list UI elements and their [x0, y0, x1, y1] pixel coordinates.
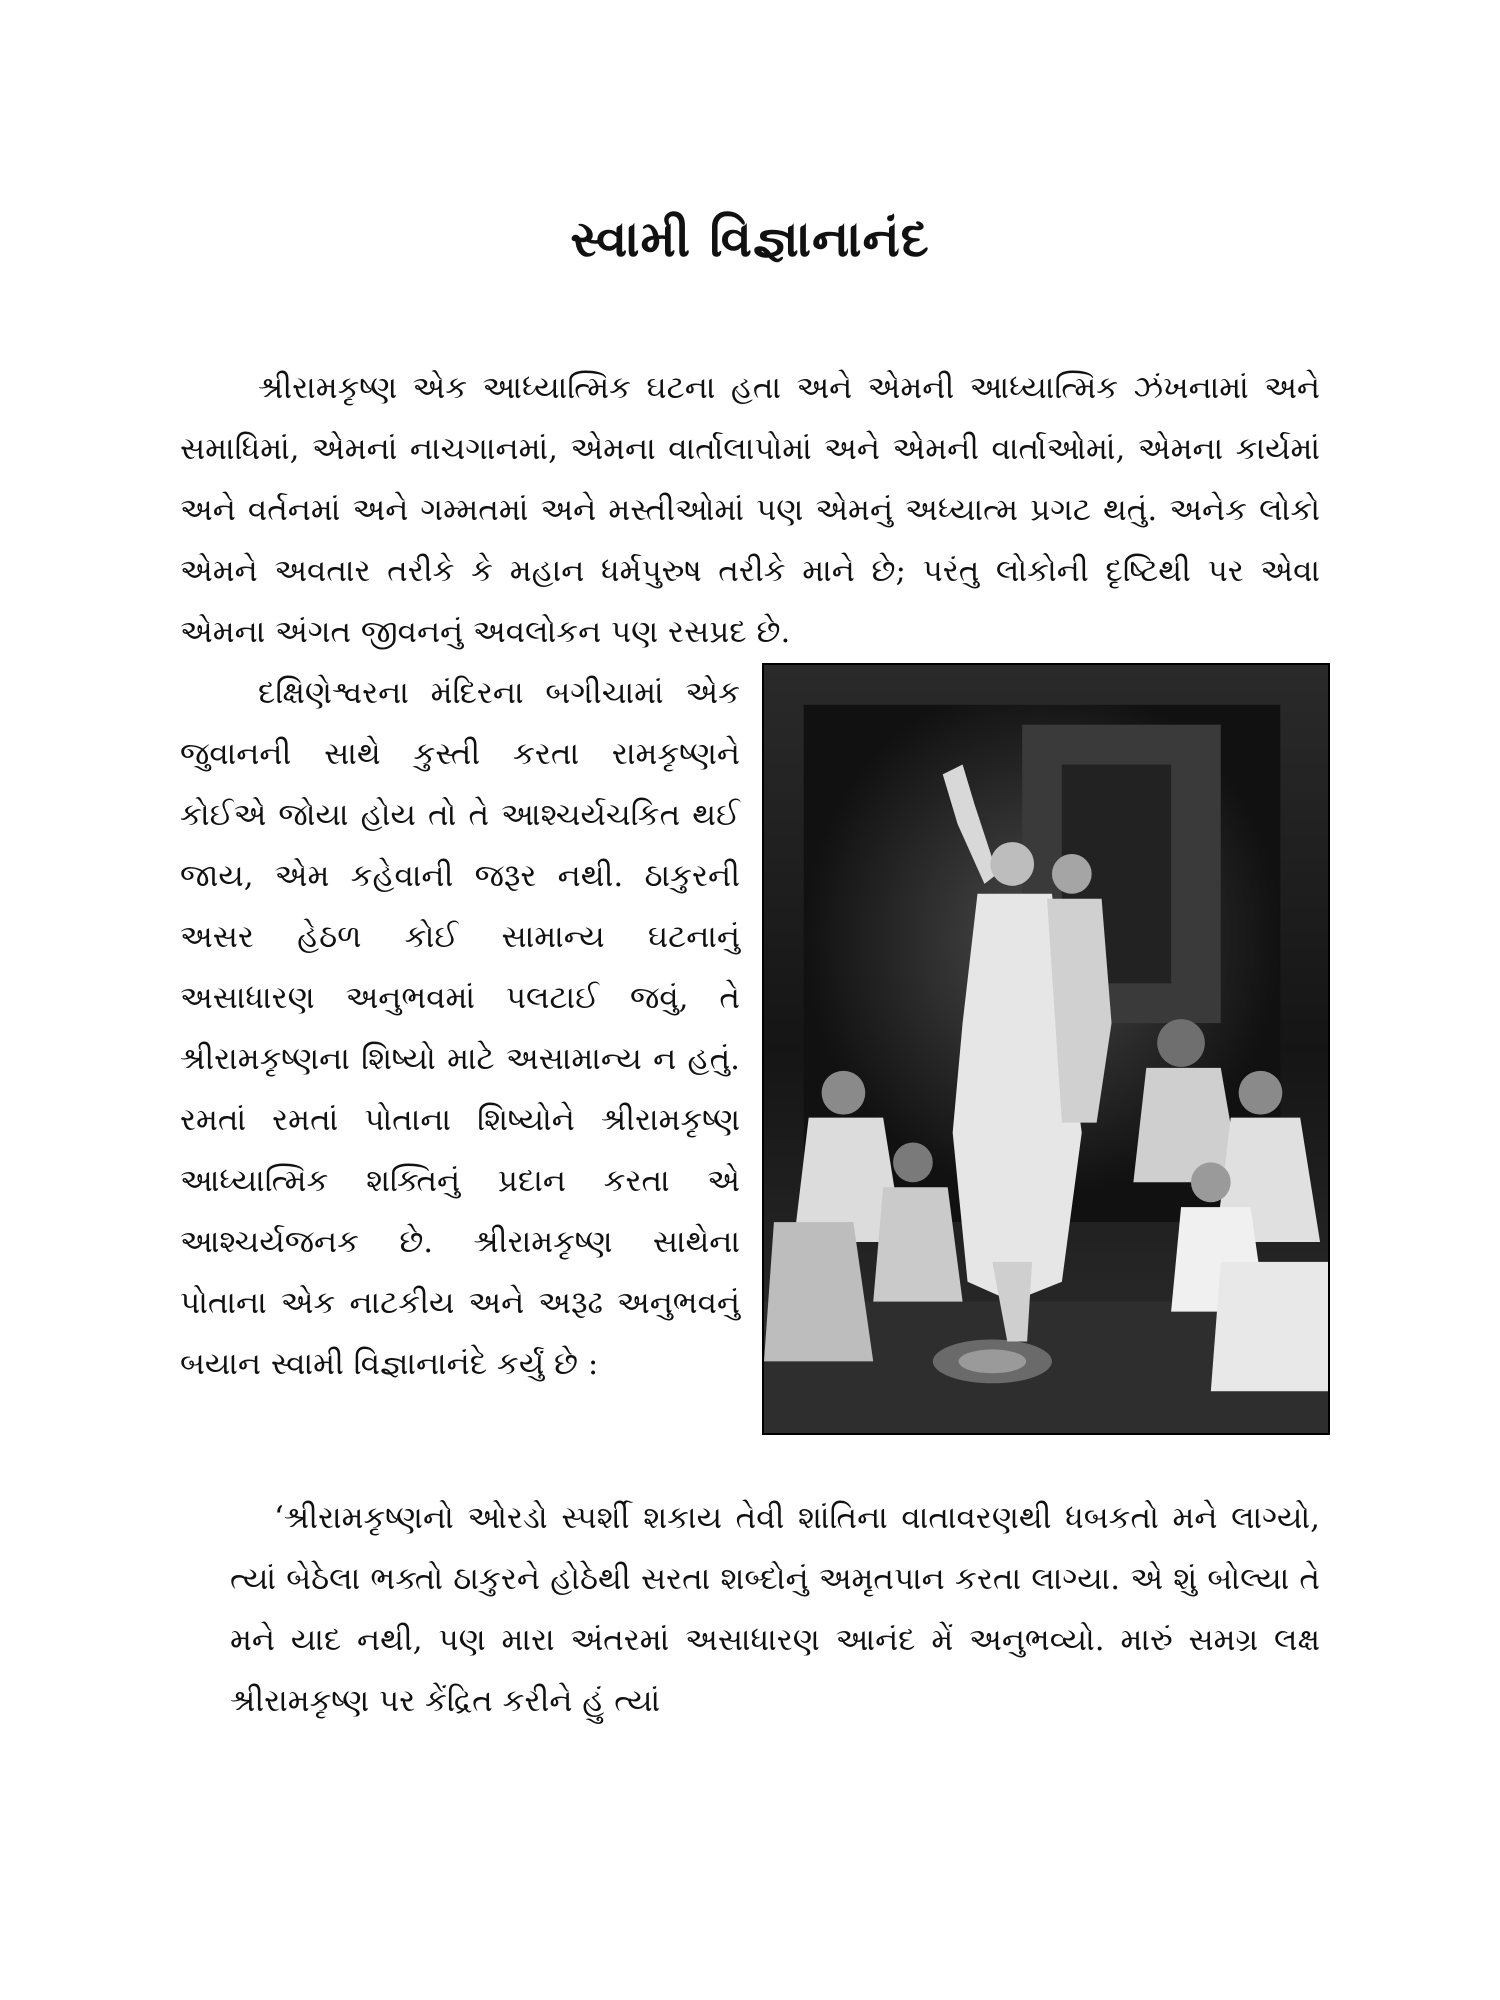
page-title: સ્વામી વિજ્ઞાનાનંદ — [570, 210, 930, 268]
body-text — [180, 358, 1320, 1441]
photo-image — [764, 665, 1328, 1433]
quote-block — [230, 1488, 1320, 1732]
paragraph-dakshineswar: દક્ષિણેશ્વરના મંદિરના બગીચામાં એક જુવાનની સાથે કુસ્તી કરતા રામકૃષ્ણને કોઈએ જોયા હોય તો તે આશ્ચર્યચકિત થઈ જાય, એમ કહેવાની જરૂર નથી. ઠાકુરની અસર હેઠળ કોઈ સામાન્ય ઘટનાનું અસાધારણ અનુભવમાં પલટાઈ જવું, તે શ્રીરામકૃષ્ણના શિષ્યો માટે અસામાન્ય ન હતું. રમતાં રમતાં પોતાના શિષ્યોને શ્રીરામકૃષ્ણ આધ્યાત્મિક શક્તિનું પ્રદાન કરતા એ આશ્ચર્યજનક છે. શ્રીરામકૃષ્ણ સાથેના પોતાના એક નાટકીય અને અરૂઢ અનુભવનું બયાન સ્વામી વિજ્ઞાનાનંદે કર્યું છે : — [180, 675, 740, 1382]
quote-text: ‘શ્રીરામકૃષ્ણનો ઓરડો સ્પર્શી શકાય તેવી શાંતિના વાતાવરણથી ધબકતો મને લાગ્યો, ત્યાં બેઠેલા ભક્તો ઠાકુરને હોઠેથી સરતા શબ્દોનું અમૃતપાન કરતા લાગ્યા. એ શું બોલ્યા તે મને યાદ નથી, પણ મારા અંતરમાં અસાધારણ આનંદ મેં અનુભવ્યો. મારું સમગ્ર લક્ષ શ્રીરામકૃષ્ણ પર કેંદ્રિત કરીને હું ત્યાં — [230, 1500, 1320, 1719]
photo-ramakrishna-samadhi — [762, 663, 1330, 1435]
paragraph-intro: શ્રીરામકૃષ્ણ એક આધ્યાત્મિક ઘટના હતા અને એમની આધ્યાત્મિક ઝંખનામાં અને સમાધિમાં, એમનાં નાચગાનમાં, એમના વાર્તાલાપોમાં અને એમની વાર્તાઓમાં, એમના કાર્યમાં અને વર્તનમાં અને ગમ્મતમાં અને મસ્તીઓમાં પણ એમનું અધ્યાત્મ પ્રગટ થતું. અનેક લોકો એમને અવતાર તરીકે કે મહાન ધર્મપુરુષ તરીકે માને છે; પરંતુ લોકોની દૃષ્ટિથી પર એવા એમના અંગત જીવનનું અવલોકન પણ રસપ્રદ છે. — [180, 370, 1320, 650]
